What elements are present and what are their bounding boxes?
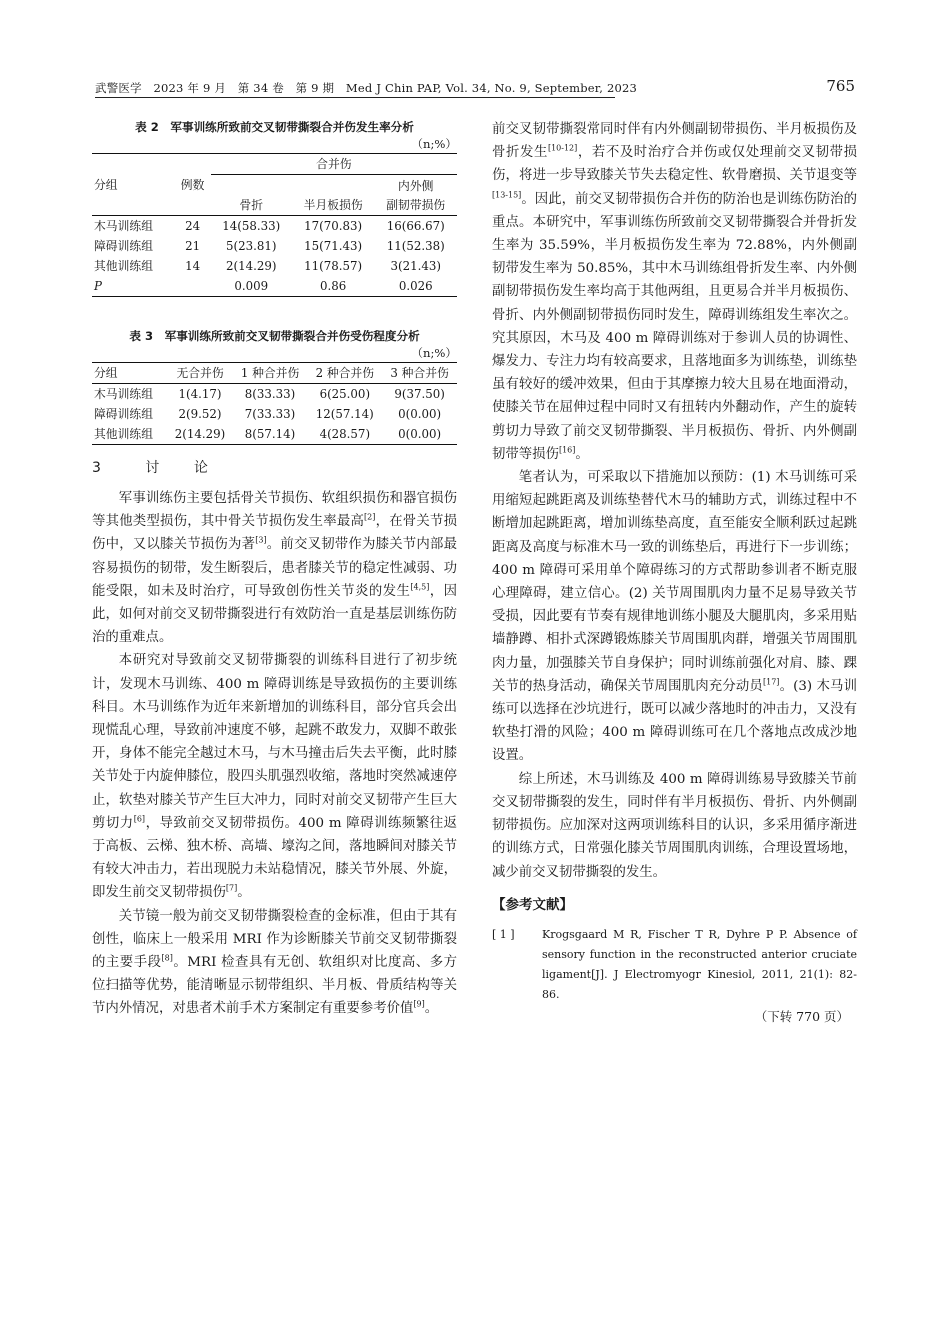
table-3-caption: 表 3 军事训练所致前交叉韧带撕裂合并伤受伤程度分析 <box>129 329 420 343</box>
cell-fracture: 2(14.29) <box>226 259 277 273</box>
text-run: 。 <box>575 446 589 462</box>
paragraph-5 <box>492 466 857 768</box>
text-run: 前交叉韧带撕裂常同时伴有内外侧副韧带损伤、半月板损伤及骨折发生 <box>492 122 857 161</box>
cell-group: 障碍训练组 <box>94 239 153 253</box>
cell-value: 1(4.17) <box>178 387 222 401</box>
left-column <box>92 118 457 1021</box>
table-row <box>92 404 457 424</box>
table-2-header-count: 例数 <box>175 154 211 216</box>
header-rule <box>95 97 615 98</box>
cell-value: 8(33.33) <box>244 387 296 401</box>
table-2-header-combined: 合并伤 <box>211 154 457 175</box>
table-3-unit: （n;%） <box>411 346 457 360</box>
table-row <box>92 276 457 297</box>
cell-count: 14 <box>185 259 201 273</box>
text-run: 关节镜一般为前交叉韧带撕裂检查的金标准，但由于其有创性，临床上一般采用 MRI 作为诊断膝关节前交叉韧带撕裂的主要手段 <box>92 908 457 971</box>
reference-item <box>492 925 857 1005</box>
text-run: ，在骨关节损伤中，又以膝关节损伤为著 <box>92 514 458 553</box>
text-run: 笔者认为，可采取以下措施加以预防：(1) 木马训练可采用缩短起跳距离及训练垫替代木马的辅助方式，训练过程中不断增加起跳距离，增加训练垫高度，直至能安全顺利跃过起跳距离及高度与标准木马一致的训练垫后，再进行下一步训练；400 m 障碍可采用单个障碍练习的方式帮助参训者不断克服心理障碍，建立信心。(2) 关节周围肌肉力量不足易导致关节受损，因此要有节奏有规律地训练小腿及大腿肌肉，多采用贴墙静蹲、相扑式深蹲锻炼膝关节周围肌肉群，增强关节周围肌肉力量，加强膝关节自身保护；同时训练前强化对肩、膝、踝关节的热身活动，确保关节周围肌肉充分动员 <box>492 470 857 694</box>
journal-header: 武警医学 2023 年 9 月 第 34 卷 第 9 期 Med J Chin PAP, Vol. 34, No. 9, September, 2023 <box>95 81 638 95</box>
cell-count: 21 <box>185 239 201 253</box>
table-row <box>92 216 457 237</box>
cell-medial: 16(66.67) <box>386 219 445 233</box>
table-3-header-three: 3 种合并伤 <box>382 363 457 384</box>
cell-value: 7(33.33) <box>244 407 296 421</box>
citation: [17] <box>763 677 780 687</box>
cell-value: 6(25.00) <box>319 387 371 401</box>
reference-text: Krogsgaard M R, Fischer T R, Dyhre P P. Absence of sensory function in the reconstructed anterior cruciate ligament[J]. J Electromyogr Kinesiol, 2011, 21(1): 82-86. <box>542 927 857 1001</box>
citation: [6] <box>133 814 146 824</box>
cell-group: P <box>92 276 175 297</box>
citation: [3] <box>255 535 267 545</box>
table-3-grid <box>92 362 457 445</box>
table-2-grid <box>92 153 457 297</box>
cell-group: 障碍训练组 <box>94 407 153 421</box>
cell-fracture: 14(58.33) <box>222 219 281 233</box>
cell-count <box>175 276 211 297</box>
cell-value: 9(37.50) <box>394 387 445 401</box>
table-row <box>92 236 457 256</box>
reference-number: [ 1 ] <box>492 927 515 941</box>
cell-group: 木马训练组 <box>94 219 153 233</box>
table-3-header-two: 2 种合并伤 <box>307 363 382 384</box>
text-run: ，导致前交叉韧带损伤。400 m 障碍训练频繁往返于高板、云梯、独木桥、高墙、壕沟之间，落地瞬间对膝关节有较大冲击力，若出现脱力未站稳情况，膝关节外展、外旋，即发生前交叉韧带损伤 <box>92 815 457 901</box>
cell-medial: 11(52.38) <box>386 239 445 253</box>
paragraph-6: 综上所述，木马训练及 400 m 障碍训练易导致膝关节前交叉韧带撕裂的发生，同时伴有半月板损伤、骨折、内外侧副韧带损伤。应加深对这两项训练科目的认识，多采用循序渐进的训练方式，日常强化膝关节周围肌肉训练，合理设置场地，减少前交叉韧带撕裂的发生。 <box>492 771 857 880</box>
citation: [10-12] <box>547 143 578 153</box>
cell-group: 木马训练组 <box>94 387 153 401</box>
cell-value: 0(0.00) <box>398 407 442 421</box>
table-2-header-medial-line2: 副韧带损伤 <box>386 198 446 212</box>
cell-meniscus: 17(70.83) <box>304 219 363 233</box>
continued-note: （下转 770 页） <box>754 1008 849 1024</box>
paragraph-1 <box>92 487 457 649</box>
cell-value: 0(0.00) <box>382 424 457 445</box>
text-run: 。因此，前交叉韧带损伤合并伤的防治也是训练伤防治的重点。本研究中，军事训练伤所致前交叉韧带撕裂合并骨折发生率为 35.59%，半月板损伤发生率为 72.88%，内外侧副韧带发生率为 50.85%，其中木马训练组骨折发生率、内外侧副韧带损伤发生率均高于其他两组，且更易合并半月板损伤、骨折、内外侧副韧带损伤同时发生，障碍训练组发生率次之。究其原因，木马及 400 m 障碍训练对于参训人员的协调性、爆发力、专注力均有较高要求，且落地面多为训练垫，训练垫虽有较好的缓冲效果，但由于其摩擦力较大且易在地面滑动，使膝关节在屈伸过程中同时又有扭转内外翻动作，产生的旋转剪切力导致了前交叉韧带撕裂、半月板损伤、骨折、内外侧副韧带等损伤 <box>492 191 857 462</box>
cell-value: 4(28.57) <box>307 424 382 445</box>
running-header <box>95 77 855 100</box>
table-2-header-meniscus: 半月板损伤 <box>292 175 375 216</box>
right-column <box>492 118 857 1028</box>
table-3-header-group: 分组 <box>92 363 167 384</box>
cell-value: 2(9.52) <box>178 407 222 421</box>
cell-group: 其他训练组 <box>94 259 153 273</box>
section-title-char1: 讨 <box>145 460 160 476</box>
section-3-heading <box>92 455 457 481</box>
text-run: 。 <box>237 885 251 901</box>
paragraph-4 <box>492 118 857 466</box>
cell-meniscus: 11(78.57) <box>304 259 363 273</box>
table-row <box>92 256 457 276</box>
text-run: 。MRI 检查具有无创、软组织对比度高、多方位扫描等优势，能清晰显示韧带组织、半月板、骨质结构等关节内外情况，对患者术前手术方案制定有重要参考价值 <box>92 955 458 1017</box>
cell-value: 12(57.14) <box>315 407 374 421</box>
table-row <box>92 384 457 405</box>
table-2-header-fracture: 骨折 <box>211 175 292 216</box>
citation: [13-15] <box>492 190 522 200</box>
citation: [9] <box>413 1000 425 1009</box>
text-run: ，若不及时治疗合并伤或仅处理前交叉韧带损伤，将进一步导致膝关节失去稳定性、软骨磨损、关节退变等 <box>492 145 858 184</box>
table-2 <box>92 118 457 297</box>
text-run: ，因此，如何对前交叉韧带撕裂进行有效防治一直是基层训练伤防治的重难点。 <box>92 583 458 646</box>
paragraph-2 <box>92 649 457 904</box>
cell-count: 24 <box>185 219 201 233</box>
table-row <box>92 424 457 445</box>
citation: [7] <box>225 883 238 893</box>
text-run: 军事训练伤主要包括骨关节损伤、软组织损伤和器官损伤等其他类型损伤，其中骨关节损伤发生率最高 <box>92 491 457 530</box>
text-run: 。 <box>424 1001 439 1017</box>
cell-group: 其他训练组 <box>92 424 167 445</box>
cell-value: 2(14.29) <box>167 424 232 445</box>
table-3 <box>92 327 457 445</box>
references-heading: 【参考文献】 <box>492 896 573 913</box>
cell-medial: 3(21.43) <box>390 259 441 273</box>
text-run: 。前交叉韧带作为膝关节内部最容易损伤的韧带，发生断裂后，患者膝关节的稳定性减弱、功能受限，如未及时治疗，可导致创伤性关节炎的发生 <box>92 537 458 599</box>
citation: [8] <box>161 953 173 963</box>
cell-meniscus: 15(71.43) <box>304 239 363 253</box>
citation: [16] <box>558 445 576 455</box>
table-2-caption: 表 2 军事训练所致前交叉韧带撕裂合并伤发生率分析 <box>135 120 414 134</box>
table-2-header-group: 分组 <box>92 154 175 216</box>
cell-fracture: 5(23.81) <box>226 239 277 253</box>
section-title-char2: 论 <box>193 460 208 476</box>
table-2-unit: （n;%） <box>411 137 457 151</box>
text-run: 本研究对导致前交叉韧带撕裂的训练科目进行了初步统计，发现木马训练、400 m 障碍训练是导致损伤的主要训练科目。木马训练作为近年来新增加的训练科目，部分官兵会出现慌乱心理，导致前冲速度不够，起跳不敢发力，双脚不敢张开，身体不能完全越过木马，与木马撞击后失去平衡，此时膝关节处于内旋伸膝位，股四头肌强烈收缩，落地时突然减速停止，软垫对膝关节产生巨大冲力，同时对前交叉韧带产生巨大剪切力 <box>92 653 457 831</box>
table-2-header-medial <box>374 175 457 216</box>
citation: [4,5] <box>410 582 430 592</box>
page-number: 765 <box>826 77 855 95</box>
cell-meniscus: 0.86 <box>292 276 375 297</box>
cell-fracture: 0.009 <box>211 276 292 297</box>
section-number: 3 <box>92 460 101 476</box>
cell-medial: 0.026 <box>374 276 457 297</box>
table-3-header-none: 无合并伤 <box>167 363 232 384</box>
paragraph-3 <box>92 905 457 1021</box>
cell-value: 8(57.14) <box>233 424 308 445</box>
text-run: 。(3) 木马训练可以选择在沙坑进行，既可以减少落地时的冲击力，又没有软垫打滑的风险；400 m 障碍训练可在几个落地点改成沙地设置。 <box>492 678 858 764</box>
table-2-header-medial-line1: 内外侧 <box>398 179 434 193</box>
table-3-header-one: 1 种合并伤 <box>233 363 308 384</box>
citation: [2] <box>364 512 376 522</box>
